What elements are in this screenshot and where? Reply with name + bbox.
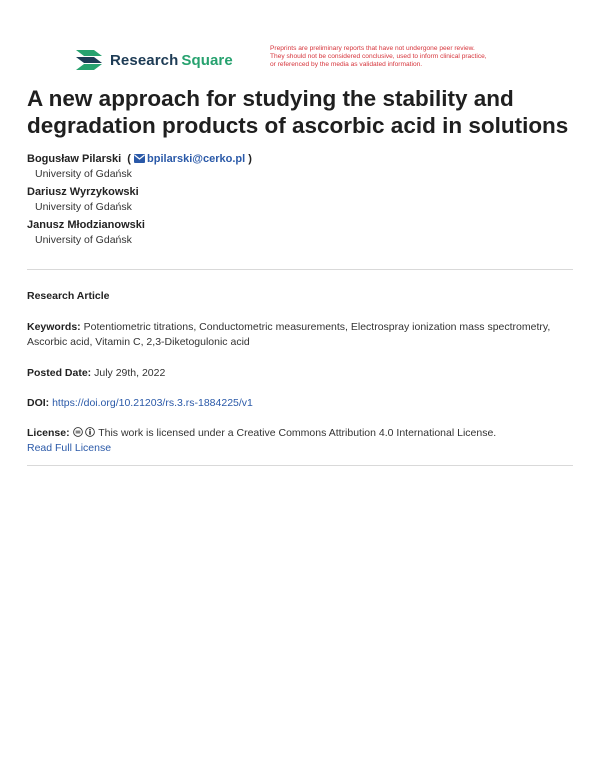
creative-commons-icon xyxy=(73,427,83,437)
logo-word-research: Research xyxy=(110,51,179,69)
author-name: Dariusz Wyrzykowski xyxy=(27,186,139,198)
disclaimer-line: They should not be considered conclusive, used to inform clinical practice, xyxy=(270,53,487,60)
author-name: Bogusław Pilarski xyxy=(27,153,122,165)
article-type: Research Article xyxy=(27,290,110,302)
keywords-label: Keywords: xyxy=(27,321,81,333)
paper-title: A new approach for studying the stability and degradation products of ascorbic acid in solutions xyxy=(27,86,569,138)
doi xyxy=(27,396,573,411)
author-affiliation: University of Gdańsk xyxy=(35,234,132,246)
keywords-value: Potentiometric titrations, Conductometric measurements, Electrospray ionization mass spectrometry, Ascorbic acid, Vitamin C, 2,3-Diketogulonic acid xyxy=(27,321,551,348)
author-email: bpilarski@cerko.pl xyxy=(147,153,246,165)
read-full-license-link[interactable]: Read Full License xyxy=(27,442,112,454)
author-list xyxy=(27,152,587,251)
author-affiliation: University of Gdańsk xyxy=(35,201,132,213)
author-name: Janusz Młodzianowski xyxy=(27,219,145,231)
license xyxy=(27,426,573,456)
posted-date-value: July 29th, 2022 xyxy=(94,367,166,379)
author-affiliation: University of Gdańsk xyxy=(35,168,132,180)
author-email-link[interactable] xyxy=(134,153,248,165)
envelope-icon xyxy=(134,154,145,163)
doi-link[interactable]: https://doi.org/10.21203/rs.3.rs-1884225/v1 xyxy=(52,397,253,409)
research-square-logo[interactable] xyxy=(74,48,233,72)
email-close-paren: ) xyxy=(248,153,252,165)
author xyxy=(27,218,587,248)
attribution-icon xyxy=(85,427,95,437)
license-text: This work is licensed under a Creative Commons Attribution 4.0 International License. xyxy=(98,427,497,439)
keywords xyxy=(27,320,573,350)
preprint-disclaimer xyxy=(270,45,550,69)
divider xyxy=(27,269,573,270)
license-label: License: xyxy=(27,427,70,439)
author xyxy=(27,152,587,182)
posted-date-label: Posted Date: xyxy=(27,367,92,379)
email-open-paren: ( xyxy=(124,153,131,165)
posted-date xyxy=(27,366,573,381)
author xyxy=(27,185,587,215)
disclaimer-line: Preprints are preliminary reports that have not undergone peer review. xyxy=(270,45,475,52)
doi-label: DOI: xyxy=(27,397,50,409)
disclaimer-line: or referenced by the media as validated information. xyxy=(270,61,423,68)
logo-text xyxy=(110,52,233,69)
logo-word-square: Square xyxy=(181,51,233,69)
header xyxy=(0,0,600,80)
divider xyxy=(27,465,573,466)
research-square-logo-icon xyxy=(74,48,104,72)
